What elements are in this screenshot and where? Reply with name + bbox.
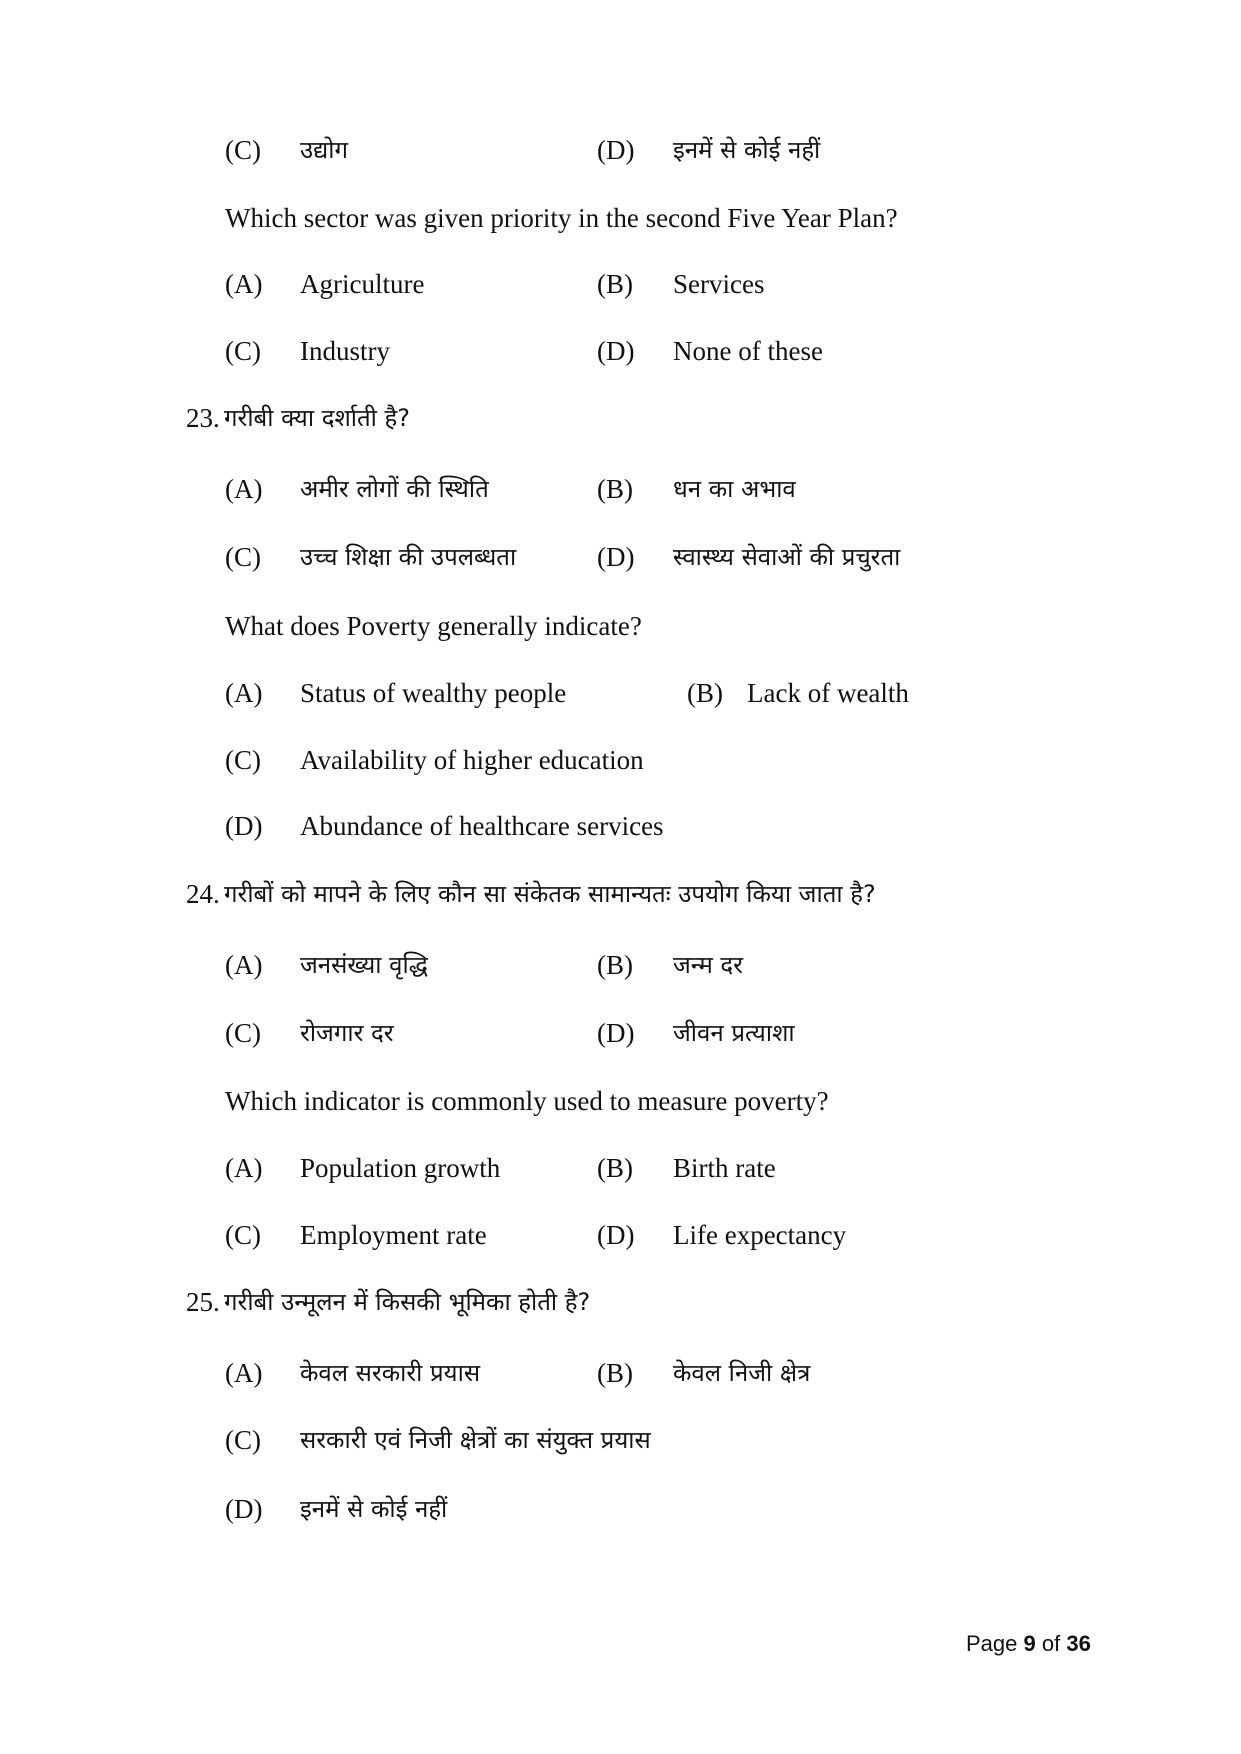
option-letter: (C)	[225, 745, 261, 775]
line-text: इनमें से कोई नहीं	[300, 1495, 448, 1523]
option-letter: (A)	[225, 1358, 263, 1388]
option-letter: (C)	[225, 336, 261, 366]
line-text: गरीबों को मापने के लिए कौन सा संकेतक सामान्यतः उपयोग किया जाता है?	[224, 880, 876, 908]
option-letter: (B)	[597, 269, 633, 299]
line-text: Which sector was given priority in the second Five Year Plan?	[225, 203, 898, 233]
option-letter: (D)	[597, 542, 635, 572]
line-text: Life expectancy	[673, 1220, 847, 1250]
line-text: गरीबी क्या दर्शाती है?	[224, 404, 410, 432]
question-number: 23.	[186, 403, 220, 433]
line-text: गरीबी उन्मूलन में किसकी भूमिका होती है?	[224, 1288, 591, 1316]
question-number: 25.	[186, 1287, 220, 1317]
line-text: जनसंख्या वृद्धि	[300, 951, 428, 979]
line-text: उच्च शिक्षा की उपलब्धता	[300, 543, 517, 571]
option-letter: (A)	[225, 950, 263, 980]
option-letter: (B)	[597, 1358, 633, 1388]
line-text: What does Poverty generally indicate?	[225, 611, 642, 641]
option-letter: (A)	[225, 678, 263, 708]
line-text: Abundance of healthcare services	[300, 811, 664, 841]
option-letter: (D)	[597, 1220, 635, 1250]
option-letter: (B)	[597, 474, 633, 504]
line-text: Services	[673, 269, 765, 299]
option-letter: (D)	[225, 811, 263, 841]
page-number: 9	[1023, 1631, 1036, 1656]
question-number: 24.	[186, 879, 220, 909]
line-text: Availability of higher education	[300, 745, 644, 775]
option-letter: (D)	[597, 336, 635, 366]
line-text: Status of wealthy people	[300, 678, 567, 708]
line-text: Employment rate	[300, 1220, 487, 1250]
option-letter: (C)	[225, 1425, 261, 1455]
line-text: Population growth	[300, 1153, 501, 1183]
line-text: अमीर लोगों की स्थिति	[300, 475, 489, 503]
line-text: केवल निजी क्षेत्र	[673, 1359, 811, 1387]
line-text: केवल सरकारी प्रयास	[300, 1359, 481, 1387]
of-word: of	[1041, 1631, 1061, 1656]
line-text: धन का अभाव	[673, 475, 796, 503]
option-letter: (B)	[597, 950, 633, 980]
line-text: जन्म दर	[673, 951, 743, 979]
option-letter: (B)	[687, 678, 723, 708]
line-text: स्वास्थ्य सेवाओं की प्रचुरता	[673, 543, 901, 571]
page-total: 36	[1066, 1631, 1091, 1656]
option-letter: (D)	[597, 1018, 635, 1048]
line-text: Birth rate	[673, 1153, 776, 1183]
line-text: Which indicator is commonly used to measure poverty?	[225, 1086, 829, 1116]
option-letter: (C)	[225, 135, 261, 165]
line-text: None of these	[673, 336, 823, 366]
option-letter: (C)	[225, 542, 261, 572]
line-text: Industry	[300, 336, 390, 366]
line-text: रोजगार दर	[300, 1019, 394, 1047]
option-letter: (A)	[225, 474, 263, 504]
page-footer	[966, 1630, 1091, 1658]
line-text: सरकारी एवं निजी क्षेत्रों का संयुक्त प्रयास	[300, 1426, 651, 1454]
option-letter: (D)	[597, 135, 635, 165]
line-text: Agriculture	[300, 269, 425, 299]
option-letter: (A)	[225, 269, 263, 299]
option-letter: (C)	[225, 1220, 261, 1250]
option-letter: (D)	[225, 1494, 263, 1524]
option-letter: (B)	[597, 1153, 633, 1183]
page-word: Page	[966, 1631, 1018, 1656]
line-text: Lack of wealth	[747, 678, 909, 708]
line-text: उद्योग	[300, 136, 348, 164]
option-letter: (A)	[225, 1153, 263, 1183]
option-letter: (C)	[225, 1018, 261, 1048]
line-text: इनमें से कोई नहीं	[673, 136, 821, 164]
line-text: जीवन प्रत्याशा	[673, 1019, 795, 1047]
